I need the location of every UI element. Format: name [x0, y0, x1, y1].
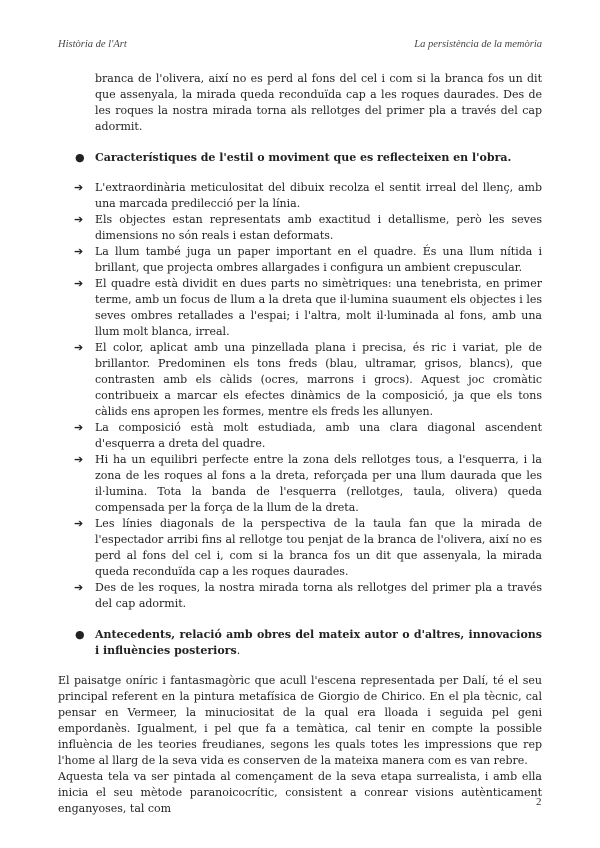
arrow-icon: ➔ — [74, 181, 84, 194]
section-heading-text: Característiques de l'estil o moviment que es reflecteixen en l'obra. — [95, 151, 512, 164]
section-heading-style — [58, 150, 542, 166]
bullet-icon: ● — [75, 151, 85, 164]
list-item: ➔ Els objectes estan representats amb exactitud i detallisme, però les seves dimensions no són reals i estan deformats. — [74, 213, 542, 242]
arrow-icon: ➔ — [74, 453, 84, 466]
arrow-icon: ➔ — [74, 341, 84, 354]
body-paragraph: El paisatge oníric i fantasmagòric que acull l'escena representada per Dalí, té el seu principal referent en la pintura metafísica de Giorgio de Chirico. En el pla tècnic, cal pensar en Vermeer, la minuciositat de la qual era lloada i seguida pel geni empordanès. Igualment, i pel que fa a temàtica, cal tenir en compte la possible influència de les teories freudianes, segons les quals totes les impressions que rep l'home al llarg de la seva vida es conserven de la mateixa manera com es van rebre. — [58, 674, 542, 767]
list-item: ➔ La composició està molt estudiada, amb una clara diagonal ascendent d'esquerra a dreta del quadre. — [74, 421, 542, 450]
arrow-icon: ➔ — [74, 581, 84, 594]
page-content — [58, 71, 542, 817]
arrow-icon: ➔ — [74, 517, 84, 530]
list-item: ➔ El quadre està dividit en dues parts no simètriques: una tenebrista, en primer terme, amb un focus de llum a la dreta que il·lumina suaument els objectes i les seves ombres retallades a l'espai; i l'altra, molt il·luminada al fons, amb una llum molt blanca, irreal. — [74, 277, 542, 338]
arrow-icon: ➔ — [74, 245, 84, 258]
header-title: La persistència de la memòria — [414, 39, 542, 50]
continuation-paragraph: branca de l'olivera, així no es perd al fons del cel i com si la branca fos un dit que assenyala, la mirada queda reconduïda cap a les roques daurades. Des de les roques la nostra mirada torna als rellotges del primer pla a través del cap adormit. — [95, 72, 542, 133]
list-item: ➔ Des de les roques, la nostra mirada torna als rellotges del primer pla a través del cap adormit. — [74, 581, 542, 610]
list-item: ➔ Hi ha un equilibri perfecte entre la zona dels rellotges tous, a l'esquerra, i la zona de les roques al fons a la dreta, reforçada per una llum daurada que les il·lumina. Tota la banda de l'esquerra (rellotges, taula, olivera) queda compensada per la força de la llum de la dreta. — [74, 453, 542, 514]
list-item: ➔ L'extraordinària meticulositat del dibuix recolza el sentit irreal del llenç, amb una marcada predilecció per la línia. — [74, 181, 542, 210]
list-item: ➔ La llum també juga un paper important en el quadre. És una llum nítida i brillant, que projecta ombres allargades i configura un ambient crepuscular. — [74, 245, 542, 274]
page-number: 2 — [536, 796, 542, 808]
arrow-icon: ➔ — [74, 213, 84, 226]
arrow-icon: ➔ — [74, 421, 84, 434]
characteristics-list — [58, 180, 542, 612]
header-subject: Història de l'Art — [58, 39, 127, 50]
body-paragraph: Aquesta tela va ser pintada al començament de la seva etapa surrealista, i amb ella inicia el seu mètode paranoicocrític, consistent a conrear visions autènticament enganyoses, tal com — [58, 770, 542, 815]
bullet-icon: ● — [75, 628, 85, 641]
arrow-icon: ➔ — [74, 277, 84, 290]
section-heading-antecedents: ● Antecedents, relació amb obres del mateix autor o d'altres, innovacions i influències posteriors. — [75, 628, 542, 657]
section-heading-text: Antecedents, relació amb obres del mateix autor o d'altres, innovacions i influències posteriors — [95, 628, 542, 657]
list-item: ➔ Les línies diagonals de la perspectiva de la taula fan que la mirada de l'espectador arribi fins al rellotge tou penjat de la branca de l'olivera, així no es perd al fons del cel i, com si la branca fos un dit que assenyala, la mirada queda reconduïda cap a les roques daurades. — [74, 517, 542, 578]
list-item: ➔ El color, aplicat amb una pinzellada plana i precisa, és ric i variat, ple de brillantor. Predominen els tons freds (blau, ultramar, grisos, blancs), que contrasten amb els càlids (ocres, marrons i grocs). Aquest joc cromàtic contribueix a marcar els efectes dinàmics de la composició, ja que els tons càlids ens apropen les formes, mentre els freds les allunyen. — [74, 341, 542, 418]
